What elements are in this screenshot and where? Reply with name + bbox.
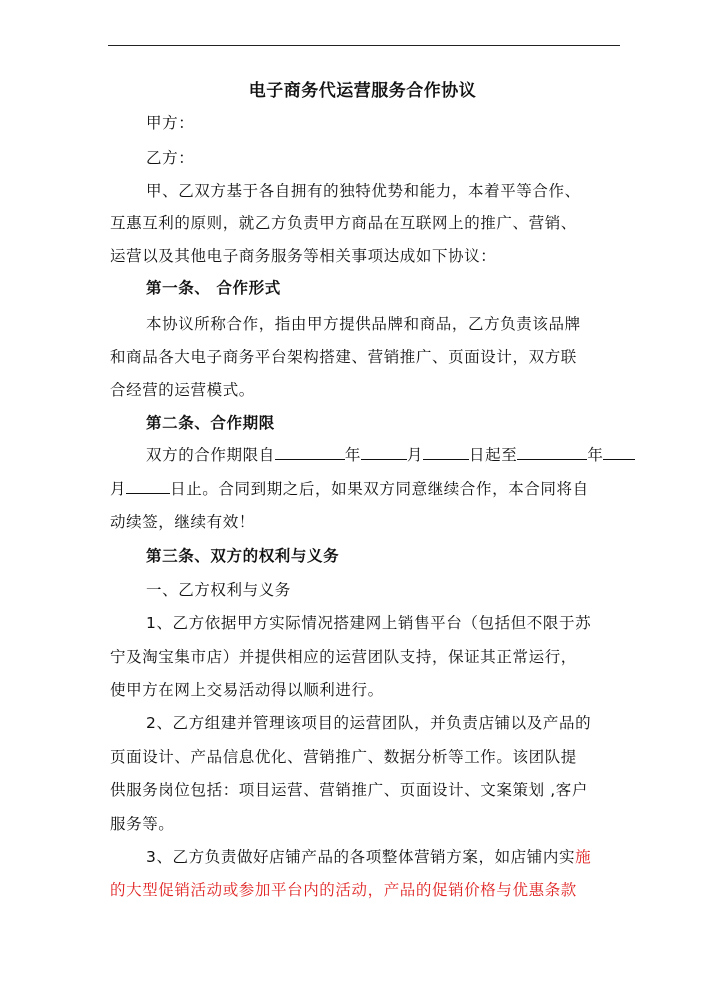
- article2-term-line: [146, 444, 635, 466]
- item3-highlight: 施: [575, 848, 592, 866]
- party-a-label: 甲方：: [146, 114, 195, 132]
- term-rest-text: 日止。合同到期之后，如果双方同意继续合作，本合同将自: [170, 480, 589, 498]
- article1-line-2: 和商品各大电子商务平台架构搭建、营销推广、页面设计，双方联: [110, 348, 577, 366]
- article2-line-3: 动续签，继续有效！: [110, 513, 255, 531]
- month-label: 月: [406, 446, 424, 464]
- item2-line-3: 供服务岗位包括：项目运营、营销推广、页面设计、文案策划 ,客户: [110, 781, 588, 799]
- article1-line-1: 本协议所称合作，指由甲方提供品牌和商品，乙方负责该品牌: [146, 315, 581, 333]
- header-rule: [108, 45, 620, 46]
- end-day-blank[interactable]: [126, 478, 170, 494]
- article3-sub1: 一、乙方权利与义务: [146, 581, 291, 599]
- start-year-blank[interactable]: [275, 444, 345, 460]
- document-title: 电子商务代运营服务合作协议: [248, 81, 477, 101]
- intro-line-2: 互惠互利的原则，就乙方负责甲方商品在互联网上的推广、营销、: [110, 214, 577, 232]
- article2-line-2: [110, 478, 589, 500]
- item3-line-2: 的大型促销活动或参加平台内的活动，产品的促销价格与优惠条款: [110, 881, 577, 899]
- intro-line-1: 甲、乙双方基于各自拥有的独特优势和能力，本着平等合作、: [146, 182, 581, 200]
- start-day-blank[interactable]: [423, 444, 469, 460]
- article3-heading: 第三条、双方的权利与义务: [146, 547, 340, 565]
- article2-heading: 第二条、合作期限: [146, 414, 275, 432]
- item1-line-1: 1、乙方依据甲方实际情况搭建网上销售平台（包括但不限于苏: [146, 614, 592, 632]
- article1-heading: 第一条、 合作形式: [146, 279, 281, 297]
- article1-line-3: 合经营的运营模式。: [110, 381, 255, 399]
- month2-label: 月: [110, 480, 127, 498]
- item2-line-4: 服务等。: [110, 815, 175, 833]
- year-label: 年: [344, 446, 361, 464]
- item3-text: 3、乙方负责做好店铺产品的各项整体营销方案，如店铺内实: [146, 848, 576, 866]
- item3-line-1: [146, 846, 591, 868]
- end-year-blank[interactable]: [517, 444, 587, 460]
- year2-label: 年: [587, 446, 604, 464]
- item1-line-2: 宁及淘宝集市店）并提供相应的运营团队支持，保证其正常运行，: [110, 648, 577, 666]
- item1-line-3: 使甲方在网上交易活动得以顺利进行。: [110, 681, 384, 699]
- item2-line-2: 页面设计、产品信息优化、营销推广、数据分析等工作。该团队提: [110, 748, 577, 766]
- term-start-text: 双方的合作期限自: [146, 446, 275, 464]
- end-month-blank-a[interactable]: [603, 444, 635, 460]
- party-b-label: 乙方：: [146, 149, 195, 167]
- intro-line-3: 运营以及其他电子商务服务等相关事项达成如下协议：: [110, 247, 497, 265]
- item2-line-1: 2、乙方组建并管理该项目的运营团队，并负责店铺以及产品的: [146, 714, 592, 732]
- day-start-label: 日起至: [469, 446, 518, 464]
- start-month-blank[interactable]: [361, 444, 407, 460]
